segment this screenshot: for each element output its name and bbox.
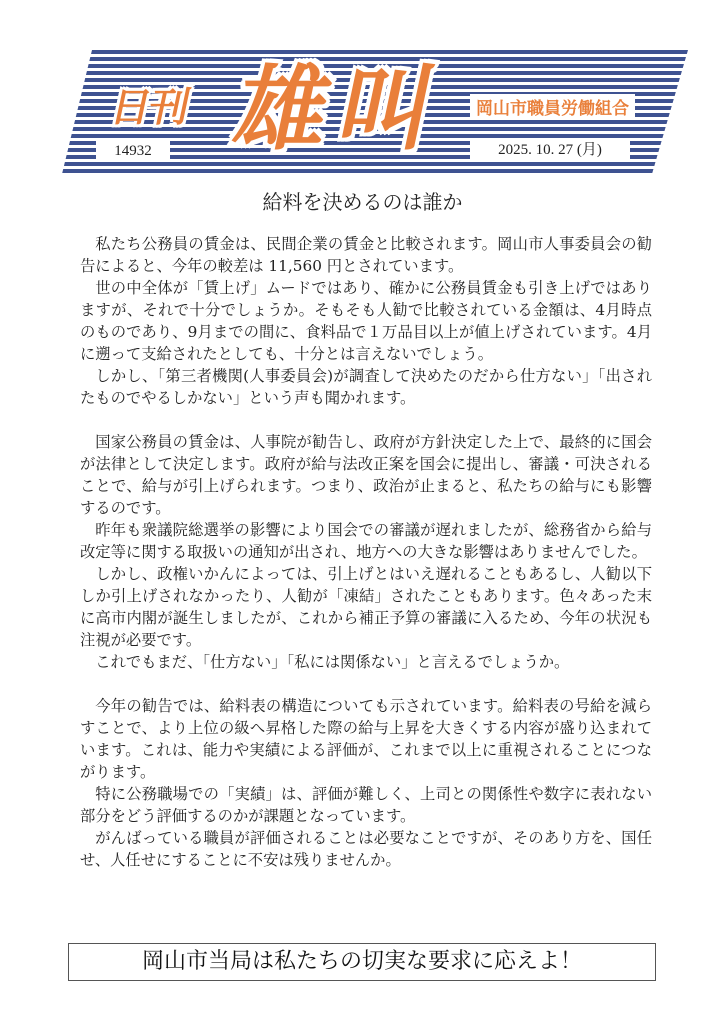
issue-date: 2025. 10. 27 (月) bbox=[470, 138, 630, 162]
section-gap bbox=[80, 673, 652, 695]
logo-title: 雄叫 bbox=[225, 56, 457, 163]
paragraph: がんばっている職員が評価されることは必要なことですが、そのあり方を、国任せ、人任せにすることに不安は残りませんか。 bbox=[80, 829, 652, 869]
masthead bbox=[62, 50, 688, 174]
paragraph: 昨年も衆議院総選挙の影響により国会での審議が遅れましたが、総務省から給与改定等に関する取扱いの通知が出され、地方への大きな影響はありませんでした。 bbox=[80, 521, 652, 561]
paragraph: これでもまだ、「仕方ない」「私には関係ない」と言えるでしょうか。 bbox=[95, 653, 570, 671]
paragraph: 特に公務職場での「実績」は、評価が難しく、上司との関係性や数字に表れない部分をどう評価するのかが課題となっています。 bbox=[80, 785, 652, 825]
paragraph: 世の中全体が「賃上げ」ムードではあり、確かに公務員賃金も引き上げではありますが、それで十分でしょうか。そもそも人勧で比較されている金額は、4月時点のものであり、9月までの間に、食料品で１万品目以上が値上げされています。4月に遡って支給されたとしても、十分とは言えないでしょう。 bbox=[80, 279, 652, 363]
section-gap bbox=[80, 409, 652, 431]
issue-number: 14932 bbox=[96, 140, 170, 162]
paragraph: しかし、政権いかんによっては、引上げとはいえ遅れることもあるし、人勧以下しか引上げされなかったり、人勧が「凍結」されたこともあります。色々あった末に高市内閣が誕生しましたが、これから補正予算の審議に入るため、今年の状況も注視が必要です。 bbox=[80, 565, 652, 649]
paragraph: 私たち公務員の賃金は、民間企業の賃金と比較されます。岡山市人事委員会の勧告によると、今年の較差は 11,560 円とされています。 bbox=[80, 235, 652, 275]
article-body bbox=[80, 233, 652, 871]
callout-slogan: 岡山市当局は私たちの切実な要求に応えよ！ bbox=[68, 943, 656, 981]
organization-name: 岡山市職員労働組合 bbox=[470, 94, 635, 119]
paragraph: 今年の勧告では、給料表の構造についても示されています。給料表の号給を減らすことで、より上位の級へ昇格した際の給与上昇を大きくする内容が盛り込まれています。これは、能力や実績による評価が、これまで以上に重視されることにつながります。 bbox=[80, 697, 652, 781]
section-3 bbox=[80, 695, 652, 871]
logo-daily: 日刊 bbox=[106, 85, 193, 131]
article-headline: 給料を決めるのは誰か bbox=[262, 190, 463, 214]
section-1 bbox=[80, 233, 652, 409]
section-2 bbox=[80, 431, 652, 673]
paragraph: 国家公務員の賃金は、人事院が勧告し、政府が方針決定した上で、最終的に国会が法律として決定します。政府が給与法改正案を国会に提出し、審議・可決されることで、給与が引上げられます。つまり、政治が止まると、私たちの給与にも影響するのです。 bbox=[80, 433, 652, 517]
paragraph: しかし、「第三者機関(人事委員会)が調査して決めたのだから仕方ない」「出されたものでやるしかない」という声も聞かれます。 bbox=[80, 367, 652, 407]
